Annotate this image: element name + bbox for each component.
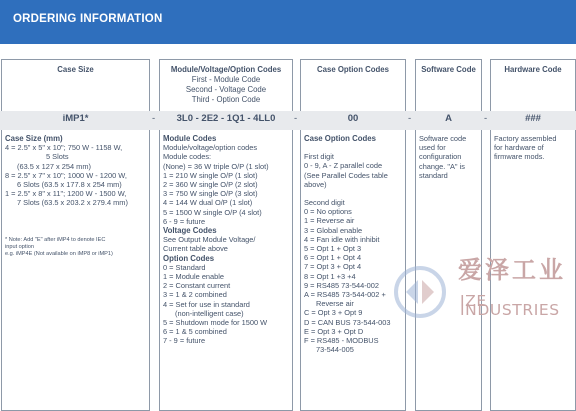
- separator-1: -: [152, 113, 156, 124]
- module-line: 5 = 1500 W single O/P (4 slot): [163, 207, 262, 217]
- software-line: Software code: [419, 134, 467, 143]
- case-size-line: 8 = 2.5" x 7" x 10"; 1000 W - 1200 W,: [5, 170, 127, 180]
- watermark-cn: 爱泽工业: [458, 256, 566, 284]
- option-line: (non-intelligent case): [175, 308, 244, 318]
- module-line: Module/voltage/option codes: [163, 143, 258, 153]
- software-line: used for: [419, 143, 446, 153]
- case-size-line: 1 = 2.5" x 8" x 11"; 1200 W - 1500 W,: [5, 189, 127, 199]
- case-size-line: 4 = 2.5" x 5" x 10"; 750 W - 1158 W,: [5, 143, 123, 153]
- second-digit-line: 73-544-005: [316, 345, 354, 355]
- second-digit-line: D = CAN BUS 73-544-003: [304, 317, 391, 327]
- second-digit-line: 6 = Opt 1 + Opt 4: [304, 253, 362, 263]
- hardware-line: for hardware of: [494, 143, 544, 153]
- watermark-en: IZE INDUSTRIES: [460, 292, 560, 320]
- option-line: 6 = 1 & 5 combined: [163, 327, 227, 337]
- case-size-note: [5, 237, 150, 258]
- hardware-line: Factory assembled: [494, 134, 557, 143]
- code-case: iMP1*: [62, 113, 89, 124]
- separator-3: -: [408, 113, 412, 124]
- software-body: [419, 134, 482, 180]
- case-size-line: 7 Slots (63.5 x 203.2 x 279.4 mm): [17, 198, 128, 208]
- module-line: 6 - 9 = future: [163, 216, 206, 226]
- module-body: [163, 134, 293, 346]
- note-line: e.g. iMP4E (Not available on iMP8 or iMP1): [5, 251, 113, 257]
- note-line: * Note: Add "E" after iMP4 to denote IEC: [5, 237, 106, 243]
- module-line: 4 = 144 W dual O/P (1 slot): [163, 198, 253, 208]
- software-line: standard: [419, 170, 448, 180]
- second-digit-line: 7 = Opt 3 + Opt 4: [304, 262, 362, 272]
- code-hardware: ###: [525, 113, 541, 124]
- case-size-line: 6 Slots (63.5 x 177.8 x 254 mm): [17, 180, 122, 190]
- option-line: 5 = Shutdown mode for 1500 W: [163, 318, 268, 328]
- option-line: 0 = Standard: [163, 262, 206, 272]
- software-line: change. "A" is: [419, 161, 465, 171]
- first-digit-line: (See Parallel Codes table: [304, 170, 388, 180]
- option-line: 7 - 9 = future: [163, 336, 206, 346]
- second-digit-line: 3 = Global enable: [304, 225, 363, 235]
- second-digit-line: 0 = No options: [304, 207, 352, 217]
- module-codes-title: Module Codes: [163, 134, 217, 143]
- hardware-body: [494, 134, 576, 162]
- hardware-head: Hardware Code: [504, 65, 562, 74]
- separator-4: -: [484, 113, 488, 124]
- module-line: Module codes:: [163, 152, 212, 162]
- module-head: [160, 65, 292, 105]
- hardware-line: firmware mods.: [494, 152, 545, 162]
- software-head: Software Code: [421, 65, 476, 74]
- separator-2: -: [294, 113, 298, 124]
- first-digit-line: 0 - 9, A - Z parallel code: [304, 161, 383, 171]
- note-line: input option: [5, 244, 34, 250]
- option-line: 4 = Set for use in standard: [163, 299, 250, 309]
- option-line: 2 = Constant current: [163, 281, 231, 291]
- code-software: A: [445, 113, 452, 124]
- code-case-option: 00: [347, 113, 359, 124]
- module-line: 3 = 750 W single O/P (3 slot): [163, 189, 258, 199]
- case-size-line: 5 Slots: [46, 152, 69, 162]
- module-line: 1 = 210 W single O/P (1 slot): [163, 170, 258, 180]
- option-line: 1 = Module enable: [163, 272, 225, 282]
- second-digit-line: A = RS485 73-544-002 +: [304, 290, 386, 300]
- second-digit-line: 5 = Opt 1 + Opt 3: [304, 244, 362, 254]
- voltage-line: See Output Module Voltage/: [163, 235, 256, 245]
- second-digit-line: 9 = RS485 73-544-002: [304, 280, 379, 290]
- case-option-body: [304, 134, 406, 354]
- module-head-line-1: First - Module Code: [191, 75, 261, 84]
- case-option-title: Case Option Codes: [304, 134, 376, 143]
- case-size-title: Case Size (mm): [5, 134, 63, 143]
- second-digit-line: 4 = Fan idle with inhibit: [304, 234, 380, 244]
- module-head-line-3: Third - Option Code: [191, 95, 261, 104]
- option-codes-title: Option Codes: [163, 253, 215, 263]
- second-digit-line: Reverse air: [316, 299, 354, 309]
- module-line: 2 = 360 W single O/P (2 slot): [163, 180, 258, 190]
- module-head-line-0: Module/Voltage/Option Codes: [170, 65, 282, 74]
- second-digit-line: F = RS485 - MODBUS: [304, 336, 379, 346]
- page-title: ORDERING INFORMATION: [13, 13, 163, 25]
- second-digit-line: 1 = Reverse air: [304, 216, 355, 226]
- code-module: 3L0 - 2E2 - 1Q1 - 4LL0: [176, 113, 276, 124]
- second-digit-line: 8 = Opt 1 +3 +4: [304, 271, 356, 281]
- module-head-line-2: Second - Voltage Code: [185, 85, 267, 94]
- case-size-body: [5, 134, 150, 208]
- case-size-line: (63.5 x 127 x 254 mm): [17, 161, 91, 171]
- header-bar: [0, 0, 576, 44]
- option-line: 3 = 1 & 2 combined: [163, 290, 227, 300]
- first-digit-line: above): [304, 179, 327, 189]
- second-digit-line: E = Opt 3 + Opt D: [304, 326, 364, 336]
- case-option-head: Case Option Codes: [317, 65, 389, 74]
- software-line: configuration: [419, 152, 462, 162]
- second-digit-line: C = Opt 3 + Opt 9: [304, 308, 363, 318]
- module-line: (None) = 36 W triple O/P (1 slot): [163, 161, 269, 171]
- second-digit-line: Second digit: [304, 198, 345, 208]
- case-size-head: Case Size: [57, 65, 94, 74]
- first-digit-line: First digit: [304, 152, 334, 162]
- voltage-line: Current table above: [163, 244, 228, 254]
- voltage-codes-title: Voltage Codes: [163, 226, 217, 236]
